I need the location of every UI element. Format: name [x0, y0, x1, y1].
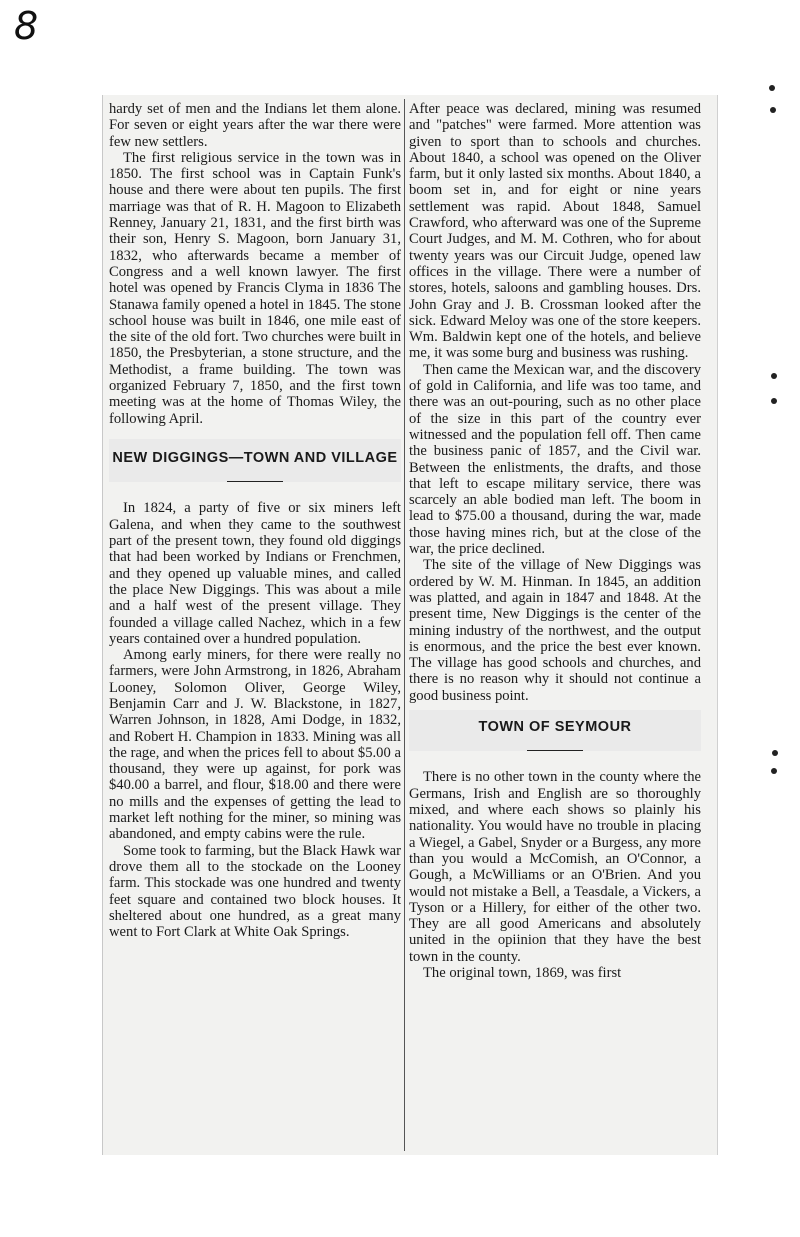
paragraph: After peace was declared, mining was resumed and "patches" were farmed. More attention was given to sport than to schools and churches. About 1840, a school was opened on the Oliver farm, but it only lasted six months. About 1840, a boom set in, and for eight or nine years settlement was rapid. About 1848, Samuel Crawford, who afterward was one of the Supreme Court Judges, and M. M. Cothren, who for about twenty years was our Circuit Judge, opened law offices in the village. There were a number of stores, hotels, saloons and gambling houses. Drs. John Gray and J. B. Crossman looked after the sick. Edward Meloy was one of the store keepers. Wm. Baldwin kept one of the hotels, and believe me, it was some burg and business was rushing.: [409, 101, 701, 362]
paragraph: Then came the Mexican war, and the discovery of gold in California, and life was too tame, and there was an out-pouring, such as no other place of the size in this part of the country ever witnessed and the population fell off. Then came the business panic of 1857, and the Civil war. Between the enlistments, the drafts, and those that left to escape military service, there was scarcely an able bodied man left. The boom in lead to $75.00 a thousand, during the war, made those having mines rich, but at the close of the war, the price declined.: [409, 361, 701, 558]
section-heading-block: [409, 710, 701, 752]
paragraph: Some took to farming, but the Black Hawk war drove them all to the stockade on the Looney farm. This stockade was one hundred and twenty feet square and contained two block houses. It sheltered about one hundred, as a great many went to Fort Clark at White Oak Springs.: [109, 842, 401, 941]
section-heading: TOWN OF SEYMOUR: [478, 718, 632, 735]
section-heading: NEW DIGGINGS—TOWN AND VILLAGE: [112, 449, 398, 466]
paragraph: The original town, 1869, was first: [423, 965, 622, 982]
left-column: [109, 101, 401, 940]
paragraph: There is no other town in the county where the Germans, Irish and English are so thoroughly mixed, and where each shows so plainly his nationality. You would have no trouble in placing a Wiegel, a Gabel, Snyder or a Burgess, any more than you would a McComish, an O'Connor, a Gough, a McWilliams or an O'Brien. And you would not mistake a Bell, a Teasdale, a Vickers, a Tyson or a Hillery, for either of the other two. They are all good Americans and absolutely united in the opiinion that they have the best town in the county.: [409, 769, 701, 965]
punch-hole-mark: [769, 85, 775, 91]
page-number: 8: [14, 4, 39, 48]
right-column: [409, 101, 701, 981]
paragraph: In 1824, a party of five or six miners left Galena, and when they came to the southwest part of the present town, they found old diggings that had been worked by Indians or Frenchmen, and they opened up valuable mines, and called the place New Diggings. This was about a mile and a half west of the present village. They founded a village called Nachez, which in a few years contained over a hundred population.: [109, 500, 401, 647]
newspaper-clipping: [102, 95, 718, 1155]
column-divider: [404, 99, 405, 1151]
heading-divider: [527, 750, 583, 752]
punch-hole-mark: [770, 107, 776, 113]
paragraph: The site of the village of New Diggings was ordered by W. M. Hinman. In 1845, an addition was platted, and again in 1847 and 1848. At the present time, New Diggings is the center of the mining industry of the northwest, and the output is enormous, and the price the best ever known. The village has good schools and churches, and there is no reason why it should not continue a good business point.: [409, 557, 701, 704]
paragraph: hardy set of men and the Indians let them alone. For seven or eight years after the war there were few new settlers.: [109, 101, 401, 150]
paragraph: The first religious service in the town was in 1850. The first school was in Captain Funk's house and there were about ten pupils. The first marriage was that of R. H. Magoon to Elizabeth Renney, January 21, 1831, and the first birth was their son, Henry S. Magoon, born January 31, 1832, who afterwards became a member of Congress and a well known lawyer. The first hotel was opened by Francis Clyma in 1836 The Stanawa family opened a hotel in 1845. The stone school house was built in 1846, one mile east of the site of the old fort. Two churches were built in 1850, the Presbyterian, a stone structure, and the Methodist, a frame building. The town was organized February 7, 1850, and the first town meeting was at the home of Thomas Wiley, the following April.: [109, 149, 401, 427]
punch-hole-mark: [771, 373, 777, 379]
heading-divider: [227, 481, 283, 483]
punch-hole-mark: [772, 750, 778, 756]
punch-hole-mark: [771, 398, 777, 404]
paragraph: Among early miners, for there were really no farmers, were John Armstrong, in 1826, Abraham Looney, Solomon Oliver, George Wiley, Benjamin Carr and J. W. Blackstone, in 1827, Warren Johnson, in 1828, Ami Dodge, in 1832, and Robert H. Champion in 1833. Mining was all the rage, and when the prices fell to about $5.00 a thousand, they were up against, for pork was $40.00 a barrel, and flour, $18.00 and there were no mills and the expenses of getting the lead to market left nothing for the miner, so mining was abandoned, and empty cabins were the rule.: [109, 647, 401, 843]
section-heading-block: [109, 439, 401, 483]
punch-hole-mark: [771, 768, 777, 774]
